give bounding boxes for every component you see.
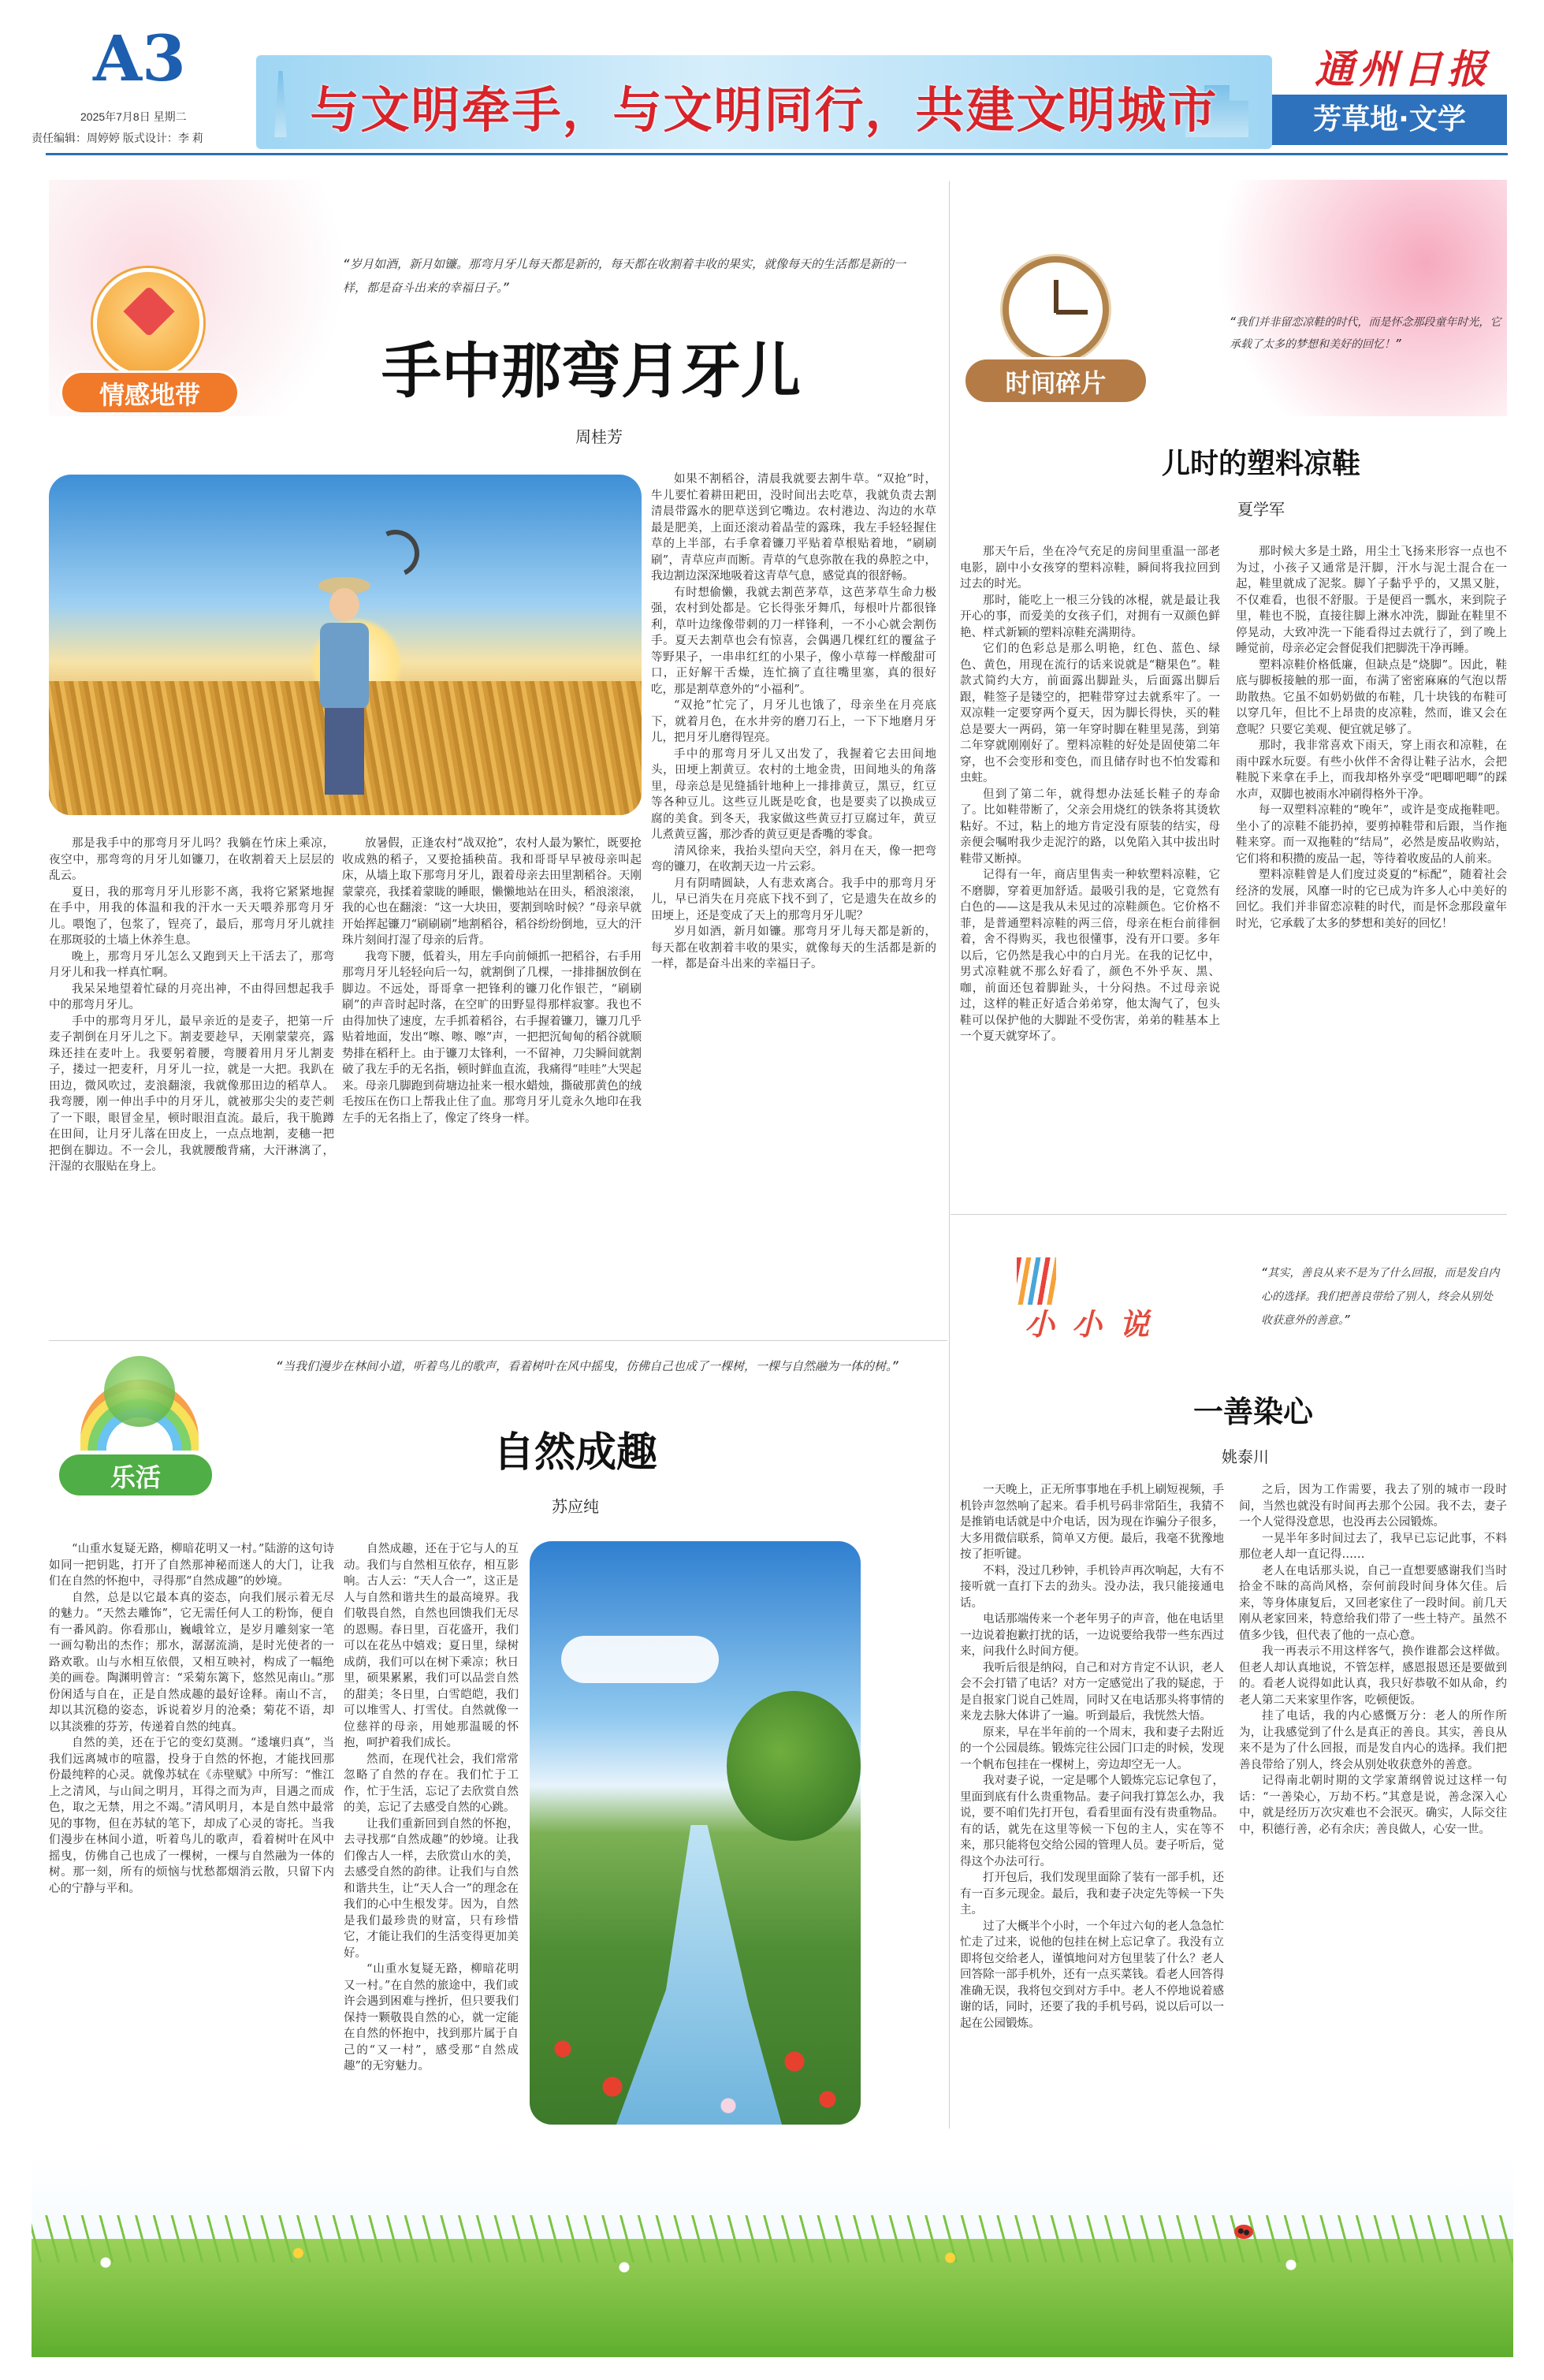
article4-col1 [960,1482,1224,2144]
right-flower-decor [1182,180,1507,416]
paragraph: 那是我手中的那弯月牙儿吗？我躺在竹床上乘凉，夜空中，那弯弯的月牙儿如镰刀，在收割着天上层层的乱云。 [49,837,334,882]
article3-col2 [344,1541,519,2140]
article3-author: 苏应纯 [552,1497,599,1516]
article3-illustration [530,1541,861,2125]
globe-icon [104,1356,175,1427]
badge-short-story [969,1257,1230,1360]
paragraph: 自然的美，还在于它的变幻莫测。“逶壤归真”，当我们远离城市的喧嚣，投身于自然的怀抱，才能找回那份最纯粹的心灵。就像苏轼在《赤壁赋》中所写：“惟江上之清风，与山间之明月，耳得之而为声，目遇之而成色，取之无禁，用之不竭。”清风明月，本是自然中最常见的事物，但在苏轼的笔下，却成了心灵的寄托。当我们漫步在林间小道，听着鸟儿的歌声，看着树叶在风中摇曳，仿佛自己也成了一棵树，一棵与自然融为一体的树。那一刻，所有的烦恼与忧愁都烟消云散，只留下内心的宁静与平和。 [49,1737,334,1895]
paragraph: 自然成趣，还在于它与人的互动。我们与自然相互依存，相互影响。古人云：“天人合一”，这正是人与自然和谐共生的最高境界。我们敬畏自然，自然也回馈我们无尽的恩赐。春日里，百花盛开，我们可以在花丛中嬉戏；夏日里，绿树成荫，我们可以在树下乘凉；秋日里，硕果累累，我们可以品尝自然的甜美；冬日里，白雪皑皑，我们可以堆雪人、打雪仗。自然就像一位慈祥的母亲，用她那温暖的怀抱，呵护着我们成长。 [344,1543,519,1749]
paragraph: 让我们重新回到自然的怀抱，去寻找那“自然成趣”的妙境。让我们像古人一样，去欣赏山水的美，去感受自然的韵律。让我们与自然和谐共生，让“天人合一”的理念在我们的心中生根发芽。因为，自然是我们最珍贵的财富，只有珍惜它，才能让我们的生活变得更加美好。 [344,1817,519,1960]
paragraph: 有时想偷懒，我就去割芭茅草，这芭茅草生命力极强，农村到处都是。它长得张牙舞爪，每根叶片都很锋利，草叶边缘像带刺的刀一样锋利，一不小心就会割伤手。夏天去割草也会有惊喜，会偶遇几棵红红的覆盆子等野果子，一串串红红的小果子，像小草莓一样酸甜可口，正好解干舌燥，连忙摘了直往嘴里塞，真的很好吃，那是割草意外的“小福利”。 [651,586,936,696]
paragraph: 晚上，那弯月牙儿怎么又跑到天上干活去了，那弯月牙儿和我一样真忙啊。 [49,950,334,979]
paragraph: 夏日，我的那弯月牙儿形影不离，我将它紧紧地握在手中，用我的体温和我的汗水一天天喂养那弯月牙儿。喂饱了，包浆了，锃亮了，最后，那弯月牙儿就挂在那斑驳的土墙上休养生息。 [49,885,334,947]
paragraph: 记得南北朝时期的文学家萧纲曾说过这样一句话：“一善染心，万劫不朽。”其意是说，善念深入心中，就是经历万次灾难也不会泯灭。确实，人际交往中，积德行善，必有余庆；善良做人，心安一世。 [1239,1775,1507,1836]
paragraph: 我一再表示不用这样客气，换作谁都会这样做。但老人却认真地说，不管怎样，感恩报恩还是要做到的。看老人说得如此认真，我只好恭敬不如从命，约老人第二天来家里作客，吃顿便饭。 [1239,1645,1507,1707]
article2-col1 [960,544,1220,1198]
paragraph: 一天晚上，正无所事事地在手机上刷短视频，手机铃声忽然响了起来。看手机号码非常陌生，我猜不是推销电话就是中介电话，因为现在诈骗分子很多，大多用微信联系，简单又方便。最后，我毫不犹豫地按了拒听键。 [960,1484,1224,1561]
paragraph: “山重水复疑无路，柳暗花明又一村。”陆游的这句诗如同一把钥匙，打开了自然那神秘而迷人的大门，让我们在自然的怀抱中，寻得那“自然成趣”的妙境。 [49,1543,334,1588]
article2-col2 [1236,544,1507,1198]
paragraph: 那时候大多是土路，用尘土飞扬来形容一点也不为过，小孩子又通常是汗脚，汗水与泥土混合在一起，鞋里就成了泥浆。脚丫子黏乎乎的，又黑又脏，不仅难看，也很不舒服。于是便舀一瓢水，来到院子里，鞋也不脱，直接往脚上淋水冲洗，脚趾在鞋里不停晃动，大致冲洗一下能看得过去就行了，到了晚上睡觉前，母亲必定会督促我们把脚洗干净再睡。 [1236,546,1507,655]
article3-quote: “当我们漫步在林间小道，听着鸟儿的歌声，看着树叶在风中摇曳，仿佛自己也成了一棵树，一棵与自然融为一体的树。” [276,1359,899,1373]
article3-title: 自然成趣 [493,1429,657,1477]
badge-leisure-label: 乐活 [57,1452,214,1498]
paragraph: 清风徐来，我抬头望向天空，斜月在天，像一把弯弯的镰刀，在收割天边一片云彩。 [651,844,936,873]
paragraph: 如果不割稻谷，清晨我就要去割牛草。“双抢”时，牛儿要忙着耕田耙田，没时间出去吃草，我就负责去割清晨带露水的肥草送到它嘴边。农村港边、沟边的水草最是肥美，上面还滚动着晶莹的露珠，我左手轻轻握住草的上半部，右手拿着镰刀平贴着草根贴着地，“刷刷刷”，青草应声而断。青草的气息弥散在我的鼻腔之中，我边割边深深地吸着这青草气息，感觉真的很舒畅。 [651,473,936,583]
paragraph: 那天午后，坐在冷气充足的房间里重温一部老电影，剧中小女孩穿的塑料凉鞋，瞬间将我拉回到过去的时光。 [960,546,1220,590]
article4-col2 [1239,1482,1507,2144]
section-divider [49,1340,947,1341]
badge-emotion [55,260,244,434]
clock-hand2-icon [1056,310,1088,315]
tree-shape [727,1691,861,1841]
article2-quote: “我们并非留恋凉鞋的时代，而是怀念那段童年时光，它承载了太多的梦想和美好的回忆！” [1230,316,1501,351]
paragraph: 过了大概半个小时，一个年过六旬的老人急急忙忙走了过来，说他的包挂在树上忘记拿了。我没有立即将包交给老人，谨慎地问对方包里装了什么？老人回答除一部手机外，还有一点买菜钱。看老人回答得准确无误，我将包交到对方手中。老人不停地说着感谢的话，同时，还要了我的手机号码，说以后可以一起在公园锻炼。 [960,1920,1224,2030]
paragraph: 手中的那弯月牙儿，最早亲近的是麦子，把第一斤麦子割倒在月牙儿之下。割麦要趁早，天刚蒙蒙亮，露珠还挂在麦叶上。我要躬着腰，弯腰着用月牙儿割麦子，搂过一把麦秆，月牙儿一拉，就是一大把。我趴在田边，微风吹过，麦浪翻滚，我就像那田边的稻草人。我弯腰，刚一伸出手中的月牙儿，就被那尖尖的麦芒刺了一下眼，眼冒金星，顿时眼泪直流。最后，我干脆蹲在田间，让月牙儿落在田皮上，一点点地割，麦穗一把把倒在脚边。不一会儿，我就腰酸背痛，大汗淋漓了，汗湿的衣服贴在身上。 [49,1015,334,1173]
paragraph: 记得有一年，商店里售卖一种软塑料凉鞋，它不磨脚，穿着更加舒适。最吸引我的是，它竟然有白色的——这是我从未见过的凉鞋颜色。它价格不菲，是普通塑料凉鞋的两三倍，母亲在柜台前徘徊着，舍不得购买，我也很懂事，没有开口要。多年以后，它仍然是我心中的白月光。在我的记忆中，男式凉鞋就不那么好看了，颜色不外乎灰、黑、咖，前面还包着脚趾头，十分闷热。不过母亲说过，这样的鞋正好适合弟弟穿，他太淘气了，包头鞋可以保护他的大脚趾不受伤害，弟弟的鞋基本上一个夏天就穿坏了。 [960,869,1220,1043]
paragraph: 但到了第二年，就得想办法延长鞋子的寿命了。比如鞋带断了，父亲会用烧红的铁条将其烫软粘好。不过，粘上的地方肯定没有原装的结实，母亲便会嘱咐我少走泥泞的路，以免陷入其中拔出时鞋带又断掉。 [960,788,1220,866]
paragraph: 放暑假，正逢农村“战双抢”，农村人最为繁忙，既要抢收成熟的稻子，又要抢插秧苗。我和哥哥早早被母亲叫起床，从墙上取下那弯月牙儿，跟着母亲去田里割稻谷。天刚蒙蒙亮，我揉着蒙眬的睡眼，懒懒地站在田头，稻浪滚滚，我的心也在翻滚：“这一大块田，要割到啥时候？”母亲早就开始挥起镰刀“刷刷刷”地割稻谷，稻谷纷纷倒地，豆大的汗珠片刻间打湿了母亲的后背。 [342,837,642,947]
paragraph: 原来，早在半年前的一个周末，我和妻子去附近的一个公园晨练。锻炼完往公园门口走的时候，发现一个帆布包挂在一棵树上，旁边却空无一人。 [960,1726,1224,1771]
article4-title: 一善染心 [1192,1395,1313,1429]
paragraph: 我弯下腰，低着头，用左手向前倾抓一把稻谷，右手用那弯月牙儿轻轻向后一勾，就割倒了几棵，一排排捆放倒在脚边。不远处，哥哥拿一把锋利的镰刀化作银芒，“刷刷刷”的声音时起时落，在空旷的田野显得那样寂寥。我也不由得加快了速度，左手抓着稻谷，右手握着镰刀，镰刀几乎贴着地面，发出“嚓、嚓、嚓”声，一把把沉甸甸的稻谷就顺势排在稻秆上。由于镰刀太锋利，一不留神，刀尖瞬间就割破了我左手的无名指，顿时鲜血直流，我痛得“哇哇”大哭起来。母亲几脚跑到荷塘边扯来一根水蜡烛，撕破那黄色的绒毛按压在伤口上帮我止住了血。那弯月牙儿竟永久地印在我左手的无名指上了，像定了终身一样。 [342,950,642,1125]
article1-col2 [342,836,642,1443]
article2-title: 儿时的塑料凉鞋 [1161,448,1360,480]
header-rule [46,153,1508,155]
paragraph: 老人在电话那头说，自己一直想要感谢我们当时拾金不昧的高尚风格，奈何前段时间身体欠佳。后来，等身体康复后，又回老家住了一段时间。前几天刚从老家回来，特意给我们带了一些土特产。虽然不值多少钱，但代表了他的一点心意。 [1239,1564,1507,1642]
footer-grass-decor [32,2152,1513,2357]
paragraph: 打开包后，我们发现里面除了装有一部手机，还有一百多元现金。最后，我和妻子决定先等候一下失主。 [960,1872,1224,1916]
column-divider [949,181,950,2129]
section-label: 芳草地·文学 [1272,95,1507,145]
badge-time [963,256,1152,422]
paragraph: 我对妻子说，一定是哪个人锻炼完忘记拿包了，里面到底有什么贵重物品。妻子问我打算怎么办，我说，要不咱们先打开包，看看里面有没有贵重物品。有的话，就先在这里等候一下包的主人，实在等不来，那只能将包交给公园的管理人员。妻子听后，觉得这个办法可行。 [960,1775,1224,1868]
slogan-banner [256,55,1272,149]
page-number: A3 [93,21,186,95]
article3-col1 [49,1541,334,2140]
editor-credits: 责任编辑：周婷婷 版式设计：李 莉 [32,132,203,144]
article1-col3 [651,471,936,1443]
paragraph: “山重水复疑无路，柳暗花明又一村。”在自然的旅途中，我们或许会遇到困难与挫折，但只要我们保持一颗敬畏自然的心，就一定能在自然的怀抱中，找到那片属于自己的“又一村”，感受那“自然成趣”的无穷魅力。 [344,1963,519,2073]
clock-hand-icon [1054,280,1058,313]
paragraph: 自然，总是以它最本真的姿态，向我们展示着无尽的魅力。“天然去雕饰”，它无需任何人工的粉饰，便自有一番风韵。你看那山，巍峨耸立，是岁月雕刻家一笔一画勾勒出的杰作；那水，潺潺流淌，是时光使者的一路欢歌。山与水相互依偎，又相互映衬，构成了一幅绝美的画卷。陶渊明曾言：“采菊东篱下，悠然见南山。”那份闲适与自在，正是自然成趣的最好诠释。南山不言，却以其沉稳的姿态，诉说着岁月的沧桑；菊花不语，却以其淡雅的芬芳，传递着自然的纯真。 [49,1591,334,1734]
paragraph: 它们的色彩总是那么明艳，红色、蓝色、绿色、黄色，用现在流行的话来说就是“糖果色”。鞋款式简约大方，前面露出脚趾头，后面露出脚后跟，鞋签子是镂空的，把鞋带穿过去就系牢了。一双凉鞋一定要穿两个夏天，因为脚长得快，买的鞋总是要大一两码，第一年穿时脚在鞋里晃荡，到第二年穿就刚刚好了。塑料凉鞋的好处是固使第二年穿，也不会变形和变色，而且储存时也不怕发霉和虫蛀。 [960,642,1220,784]
badge-emotion-label: 情感地带 [60,371,240,415]
article4-quote: “其实，善良从来不是为了什么回报，而是发自内心的选择。我们把善良带给了别人，终会从别处收获意外的善意。” [1261,1267,1500,1327]
badge-short-story-label: 小小说 [1024,1307,1166,1342]
sickle-icon [366,523,426,584]
newspaper-logo: 通州日报 [1315,46,1491,92]
article4-author: 姚泰川 [1222,1447,1269,1466]
paragraph: 电话那端传来一个老年男子的声音，他在电话里一边说着抱歉打扰的话，一边说要给我带一些东西过来，问我什么时间方便。 [960,1613,1224,1658]
slogan-text: 与文明牵手，与文明同行，共建文明城市 [310,81,1218,139]
section-divider [951,1214,1507,1215]
paragraph: 月有阴晴圆缺，人有悲欢离合。我手中的那弯月牙儿，早已消失在月亮底下找不到了，它是遗失在故乡的田埂上，还是变成了天上的那弯月牙儿呢？ [651,877,936,922]
paragraph: 一晃半年多时间过去了，我早已忘记此事，不料那位老人却一直记得…… [1239,1532,1507,1561]
paragraph: 不料，没过几秒钟，手机铃声再次响起，大有不接听就一直打下去的劲头。没办法，我只能接通电话。 [960,1564,1224,1610]
article1-title: 手中那弯月牙儿 [381,336,801,406]
article1-col1 [49,836,334,1443]
article1-author: 周桂芳 [575,427,623,446]
paragraph: “双抢”忙完了，月牙儿也饿了，母亲坐在月亮底下，就着月色，在水井旁的磨刀石上，一下下地磨月牙儿，把月牙儿磨得锃亮。 [651,699,936,744]
cloud-shape [561,1636,719,1683]
flower-dots [32,2239,1513,2286]
paragraph: 之后，因为工作需要，我去了别的城市一段时间，当然也就没有时间再去那个公园。我不去，妻子一个人觉得没意思，也没再去公园锻炼。 [1239,1484,1507,1529]
paragraph: 我呆呆地望着忙碌的月亮出神，不由得回想起我手中的那弯月牙儿。 [49,982,334,1011]
paragraph: 塑料凉鞋曾是人们度过炎夏的“标配”，随着社会经济的发展，风靡一时的它已成为许多人心中美好的回忆。我们并非留恋凉鞋的时代，而是怀念那段童年时光，它承载了太多的梦想和美好的回忆！ [1236,869,1507,930]
article1-quote: “岁月如酒，新月如镰。那弯月牙儿每天都是新的，每天都在收割着丰收的果实，就像每天的生活都是新的一样，都是奋斗出来的幸福日子。” [343,257,906,295]
paragraph: 塑料凉鞋价格低廉，但缺点是“烧脚”。因此，鞋底与脚板接触的那一面，布满了密密麻麻的气泡以帮助散热。它虽不如奶奶做的布鞋，几十块钱的布鞋可以穿几年，但比不上昂贵的皮凉鞋，然而，谁又会在意呢？只要它美观、便宜就足够了。 [1236,658,1507,736]
badge-time-label: 时间碎片 [963,357,1148,404]
paragraph: 每一双塑料凉鞋的“晚年”，或许是变成拖鞋吧。坐小了的凉鞋不能扔掉，要剪掉鞋带和后跟，当作拖鞋来穿。而一双拖鞋的“结局”，必然是废品收购站，它们将和积攒的废品一起，等待着收废品的人前来。 [1236,804,1507,866]
issue-date: 2025年7月8日 星期二 [80,110,187,123]
farmer-figure [309,577,380,806]
ladybug-icon [1234,2225,1253,2239]
paragraph: 那时，我非常喜欢下雨天，穿上雨衣和凉鞋，在雨中踩水玩耍。有些小伙伴不舍得让鞋子沾水，会把鞋脱下来拿在手上，而我却格外享受“吧唧吧唧”的踩水声，双脚也被雨水冲刷得格外干净。 [1236,739,1507,801]
article1-illustration [49,475,642,815]
article2-author: 夏学军 [1237,500,1285,519]
paragraph: 挂了电话，我的内心感慨万分：老人的所作所为，让我感觉到了什么是真正的善良。其实，善良从来不是为了什么回报，而是发自内心的选择。我们把善良带给了别人，终会从别处收获意外的善意。 [1239,1710,1507,1771]
paragraph: 手中的那弯月牙儿又出发了，我握着它去田间地头，田埂上割黄豆。农村的土地金贵，田间地头的角落里，母亲总是见缝插针地种上一排排黄豆，黑豆，红豆等各种豆儿。这些豆儿既是吃食，也是要卖了以换成豆腐的美食。到冬天，我家做这些黄豆打豆腐过年，黄豆儿煮黄豆酱，那沙香的黄豆更是香嘴的零食。 [651,747,936,841]
paragraph: 我听后很是纳闷，自己和对方肯定不认识，老人会不会打错了电话？对方一定感觉出了我的疑虑，于是自报家门说自己姓周，同时又在电话那头将事情的来龙去脉大体讲了一遍。听到最后，我恍然大悟。 [960,1661,1224,1723]
poppy-flowers [530,1998,861,2125]
paragraph: 那时，能吃上一根三分钱的冰棍，就是最让我开心的事，而爱美的女孩子们，对拥有一双颜色鲜艳、样式新颖的塑料凉鞋充满期待。 [960,594,1220,639]
paragraph: 岁月如酒，新月如镰。那弯月牙儿每天都是新的，每天都在收割着丰收的果实，就像每天的生活都是新的一样，都是奋斗出来的幸福日子。 [651,926,936,970]
badge-leisure [49,1356,230,1521]
paragraph: 然而，在现代社会，我们常常忽略了自然的存在。我们忙于工作，忙于生活，忘记了去欣赏自然的美，忘记了去感受自然的心跳。 [344,1752,519,1814]
